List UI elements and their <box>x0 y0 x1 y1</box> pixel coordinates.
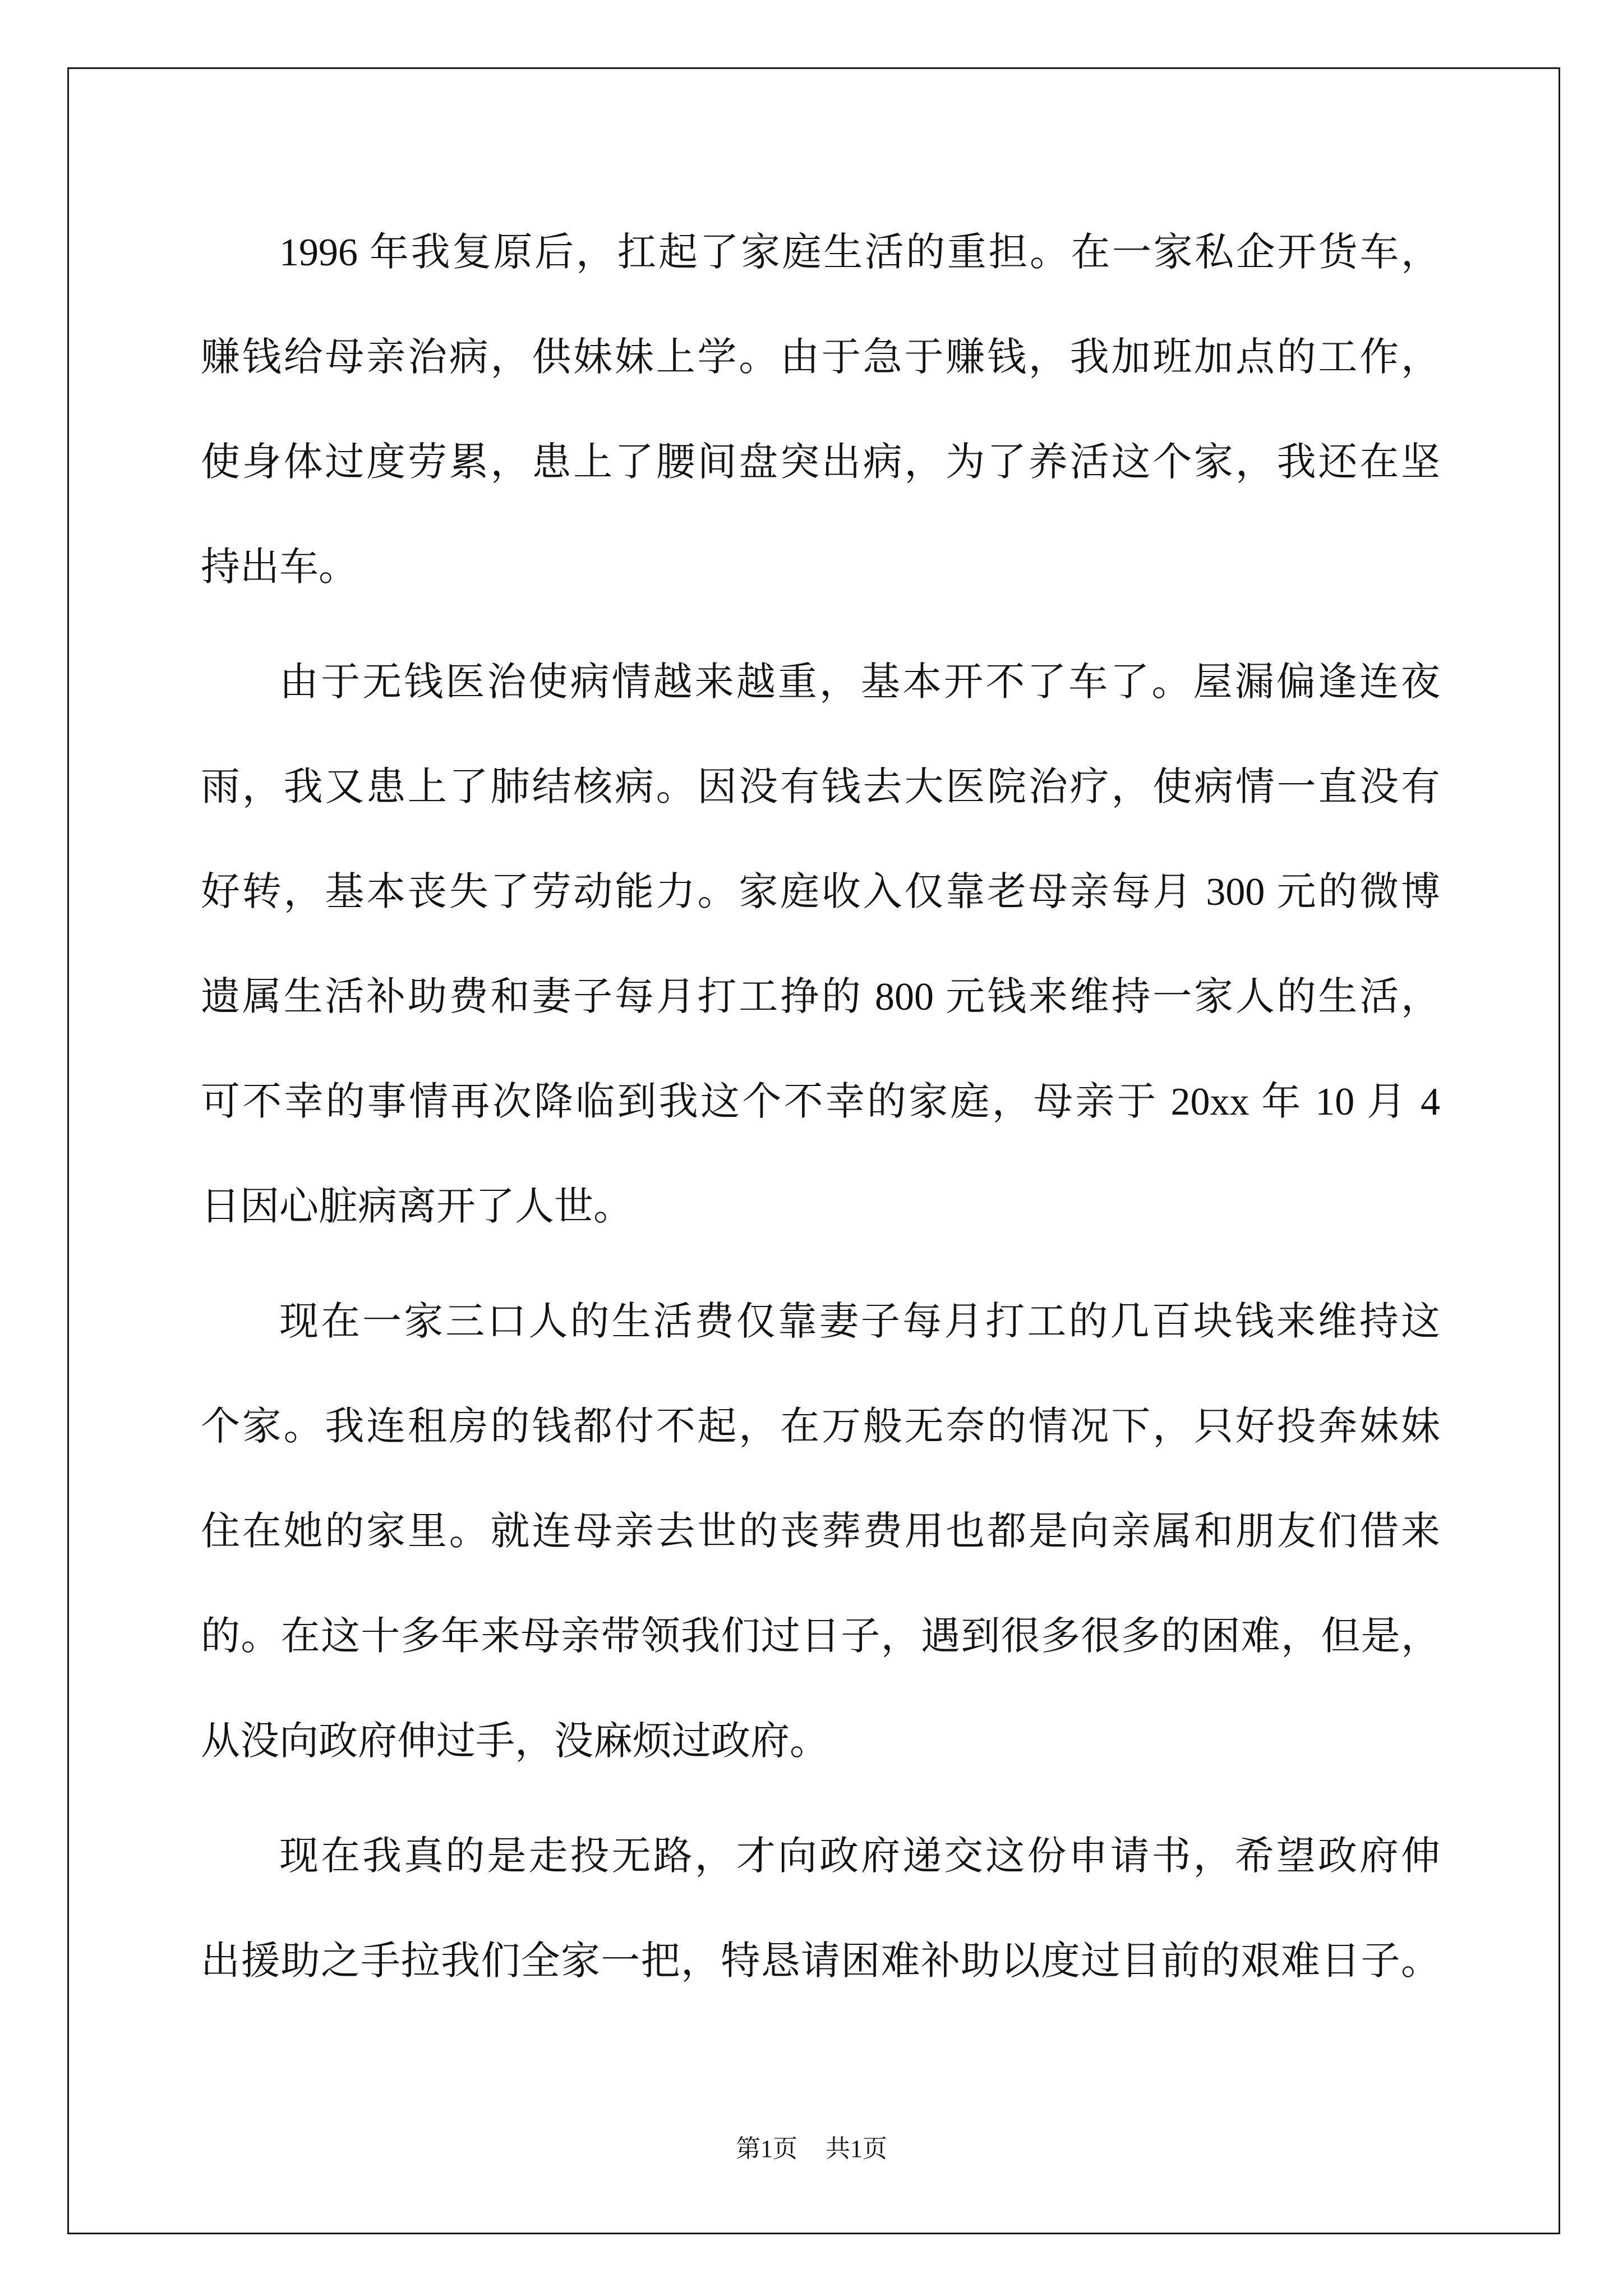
body-text-line: 由于无钱医治使病情越来越重，基本开不了车了。屋漏偏逢连夜 <box>279 661 1440 704</box>
body-text-line: 出援助之手拉我们全家一把，特恳请困难补助以度过目前的艰难日子。 <box>201 1940 1440 1983</box>
body-text-line: 住在她的家里。就连母亲去世的丧葬费用也都是向亲属和朋友们借来 <box>201 1510 1440 1553</box>
paragraph <box>201 1804 1440 2014</box>
paragraph <box>201 630 1440 1259</box>
body-text-line: 日因心脏病离开了人世。 <box>201 1185 633 1228</box>
page-footer <box>0 2132 1623 2166</box>
body-text-line: 现在一家三口人的生活费仅靠妻子每月打工的几百块钱来维持这 <box>279 1300 1440 1343</box>
body-text-line: 的。在这十多年来母亲带领我们过日子，遇到很多很多的困难，但是， <box>201 1615 1440 1658</box>
document-body <box>201 200 1440 2014</box>
body-text-line: 遗属生活补助费和妻子每月打工挣的 800 元钱来维持一家人的生活， <box>201 976 1440 1019</box>
paragraph <box>201 200 1440 620</box>
body-text-line: 个家。我连租房的钱都付不起，在万般无奈的情况下，只好投奔妹妹 <box>201 1405 1440 1448</box>
body-text-line: 雨，我又患上了肺结核病。因没有钱去大医院治疗，使病情一直没有 <box>201 766 1440 809</box>
body-text-line: 1996 年我复原后，扛起了家庭生活的重担。在一家私企开货车， <box>279 231 1440 274</box>
body-text-line: 从没向政府伸过手，没麻烦过政府。 <box>201 1720 829 1763</box>
paragraph <box>201 1269 1440 1794</box>
body-text-line: 可不幸的事情再次降临到我这个不幸的家庭，母亲于 20xx 年 10 月 4 <box>201 1080 1440 1124</box>
body-text-line: 使身体过度劳累，患上了腰间盘突出病，为了养活这个家，我还在坚 <box>201 441 1440 484</box>
page-total: 共1页 <box>826 2135 887 2162</box>
page-number: 第1页 <box>736 2135 797 2162</box>
body-text-line: 好转，基本丧失了劳动能力。家庭收入仅靠老母亲每月 300 元的微博 <box>201 871 1440 914</box>
body-text-line: 赚钱给母亲治病，供妹妹上学。由于急于赚钱，我加班加点的工作， <box>201 336 1440 379</box>
body-text-line: 现在我真的是走投无路，才向政府递交这份申请书，希望政府伸 <box>279 1835 1440 1878</box>
body-text-line: 持出车。 <box>201 546 358 589</box>
